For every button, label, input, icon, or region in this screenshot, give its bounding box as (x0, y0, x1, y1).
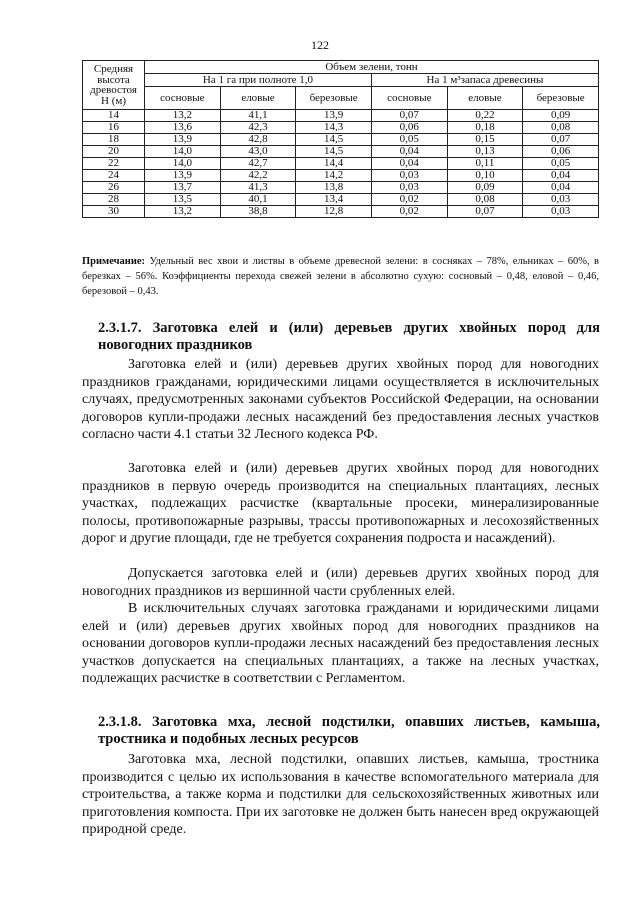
value-cell: 0,03 (523, 194, 599, 206)
value-cell: 0,13 (447, 146, 523, 158)
height-column-header: Средняя высота древостоя Н (м) (83, 61, 145, 110)
table-row (83, 110, 599, 122)
value-cell: 14,5 (296, 134, 372, 146)
value-cell: 0,03 (523, 206, 599, 218)
value-cell: 13,2 (145, 206, 221, 218)
value-cell: 13,6 (145, 122, 221, 134)
value-cell: 0,03 (371, 170, 447, 182)
value-cell: 14,4 (296, 158, 372, 170)
table-row (83, 134, 599, 146)
value-cell: 0,02 (371, 194, 447, 206)
value-cell: 43,0 (220, 146, 296, 158)
value-cell: 0,06 (371, 122, 447, 134)
value-cell: 0,09 (447, 182, 523, 194)
value-cell: 0,05 (523, 158, 599, 170)
per-cubic-meter-header: На 1 м³запаса древесины (371, 74, 598, 87)
value-cell: 0,08 (523, 122, 599, 134)
table-row (83, 170, 599, 182)
value-cell: 13,2 (145, 110, 221, 122)
height-cell: 22 (83, 158, 145, 170)
value-cell: 0,04 (523, 170, 599, 182)
greenery-volume-table (82, 60, 599, 218)
value-cell: 42,2 (220, 170, 296, 182)
page-number: 122 (311, 38, 329, 52)
value-cell: 0,08 (447, 194, 523, 206)
section-heading: 2.3.1.7. Заготовка елей и (или) деревьев других хвойных пород для новогодних праздников (98, 320, 600, 353)
value-cell: 13,9 (145, 170, 221, 182)
value-cell: 13,9 (296, 110, 372, 122)
value-cell: 13,9 (145, 134, 221, 146)
value-cell: 41,3 (220, 182, 296, 194)
table-row (83, 122, 599, 134)
paragraph: Заготовка елей и (или) деревьев других хвойных пород для новогодних праздников гражданами, юридическими лицами осуществляется в исключительных случаях, предусмотренных законами субъектов Российской Федерации, на основании договоров купли-продажи лесных насаждений без предоставления лесных участков согласно части 4.1 статьи 32 Лесного кодекса РФ. (82, 357, 599, 443)
value-cell: 14,5 (296, 146, 372, 158)
paragraph: Заготовка мха, лесной подстилки, опавших листьев, камыша, тростника производится с целью их использования в качестве вспомогательного материала для строительства, а также корма и подстилки для сельскохозяйственных животных или приготовления компоста. При их заготовке не должен быть нанесен вред окружающей природной среде. (82, 752, 599, 838)
value-cell: 13,4 (296, 194, 372, 206)
value-cell: 14,3 (296, 122, 372, 134)
value-cell: 0,07 (371, 110, 447, 122)
height-cell: 26 (83, 182, 145, 194)
species-header: березовые (523, 87, 599, 110)
value-cell: 0,11 (447, 158, 523, 170)
value-cell: 0,09 (523, 110, 599, 122)
value-cell: 38,8 (220, 206, 296, 218)
height-cell: 24 (83, 170, 145, 182)
value-cell: 0,10 (447, 170, 523, 182)
value-cell: 13,7 (145, 182, 221, 194)
height-cell: 16 (83, 122, 145, 134)
per-hectare-header: На 1 га при полноте 1,0 (145, 74, 372, 87)
height-cell: 20 (83, 146, 145, 158)
table-note (82, 254, 599, 299)
height-cell: 28 (83, 194, 145, 206)
value-cell: 0,05 (371, 134, 447, 146)
value-cell: 14,0 (145, 158, 221, 170)
species-header: сосновые (371, 87, 447, 110)
section-heading: 2.3.1.8. Заготовка мха, лесной подстилки, опавших листьев, камыша, тростника и подобных лесных ресурсов (98, 714, 600, 747)
species-header: еловые (220, 87, 296, 110)
species-header: еловые (447, 87, 523, 110)
value-cell: 0,04 (371, 158, 447, 170)
value-cell: 0,04 (371, 146, 447, 158)
paragraph: В исключительных случаях заготовка гражданами и юридическими лицами елей и (или) деревьев других хвойных пород для новогодних праздников на основании договоров купли-продажи лесных насаждений без предоставления лесных участков допускается на специальных плантациях, а также на лесных участках, подлежащих расчистке в соответствии с Регламентом. (82, 601, 599, 687)
value-cell: 42,8 (220, 134, 296, 146)
paragraph: Заготовка елей и (или) деревьев других хвойных пород для новогодних праздников в первую очередь производится на специальных плантациях, лесных участках, подлежащих расчистке (квартальные просеки, минерализированные полосы, противопожарные разрывы, трассы противопожарных и лесохозяйственных дорог и другие площади, где не требуется сохранения подроста и насаждений). (82, 461, 599, 547)
value-cell: 13,5 (145, 194, 221, 206)
species-header: березовые (296, 87, 372, 110)
value-cell: 41,1 (220, 110, 296, 122)
table-row (83, 194, 599, 206)
value-cell: 0,22 (447, 110, 523, 122)
table-row (83, 158, 599, 170)
value-cell: 42,7 (220, 158, 296, 170)
value-cell: 0,04 (523, 182, 599, 194)
value-cell: 0,02 (371, 206, 447, 218)
value-cell: 13,8 (296, 182, 372, 194)
height-cell: 30 (83, 206, 145, 218)
paragraph: Допускается заготовка елей и (или) деревьев других хвойных пород для новогодних праздников из вершинной части срубленных елей. (82, 566, 599, 599)
value-cell: 14,2 (296, 170, 372, 182)
value-cell: 0,07 (523, 134, 599, 146)
note-text: Удельный вес хвои и листвы в объеме древесной зелени: в сосняках – 78%, ельниках – 60%, в березках – 56%. Коэффициенты перехода свежей зелени в абсолютно сухую: сосновый – 0,48, еловой – 0,46, березовой – 0,43. (82, 256, 599, 297)
value-cell: 0,06 (523, 146, 599, 158)
species-header: сосновые (145, 87, 221, 110)
note-label: Примечание: (82, 256, 146, 267)
value-cell: 12,8 (296, 206, 372, 218)
value-cell: 42,3 (220, 122, 296, 134)
table-row (83, 206, 599, 218)
value-cell: 0,07 (447, 206, 523, 218)
value-cell: 0,03 (371, 182, 447, 194)
height-cell: 14 (83, 110, 145, 122)
value-cell: 14,0 (145, 146, 221, 158)
value-cell: 0,15 (447, 134, 523, 146)
table-row (83, 146, 599, 158)
value-cell: 40,1 (220, 194, 296, 206)
volume-group-header: Объем зелени, тонн (145, 61, 599, 74)
height-cell: 18 (83, 134, 145, 146)
table-row (83, 182, 599, 194)
value-cell: 0,18 (447, 122, 523, 134)
